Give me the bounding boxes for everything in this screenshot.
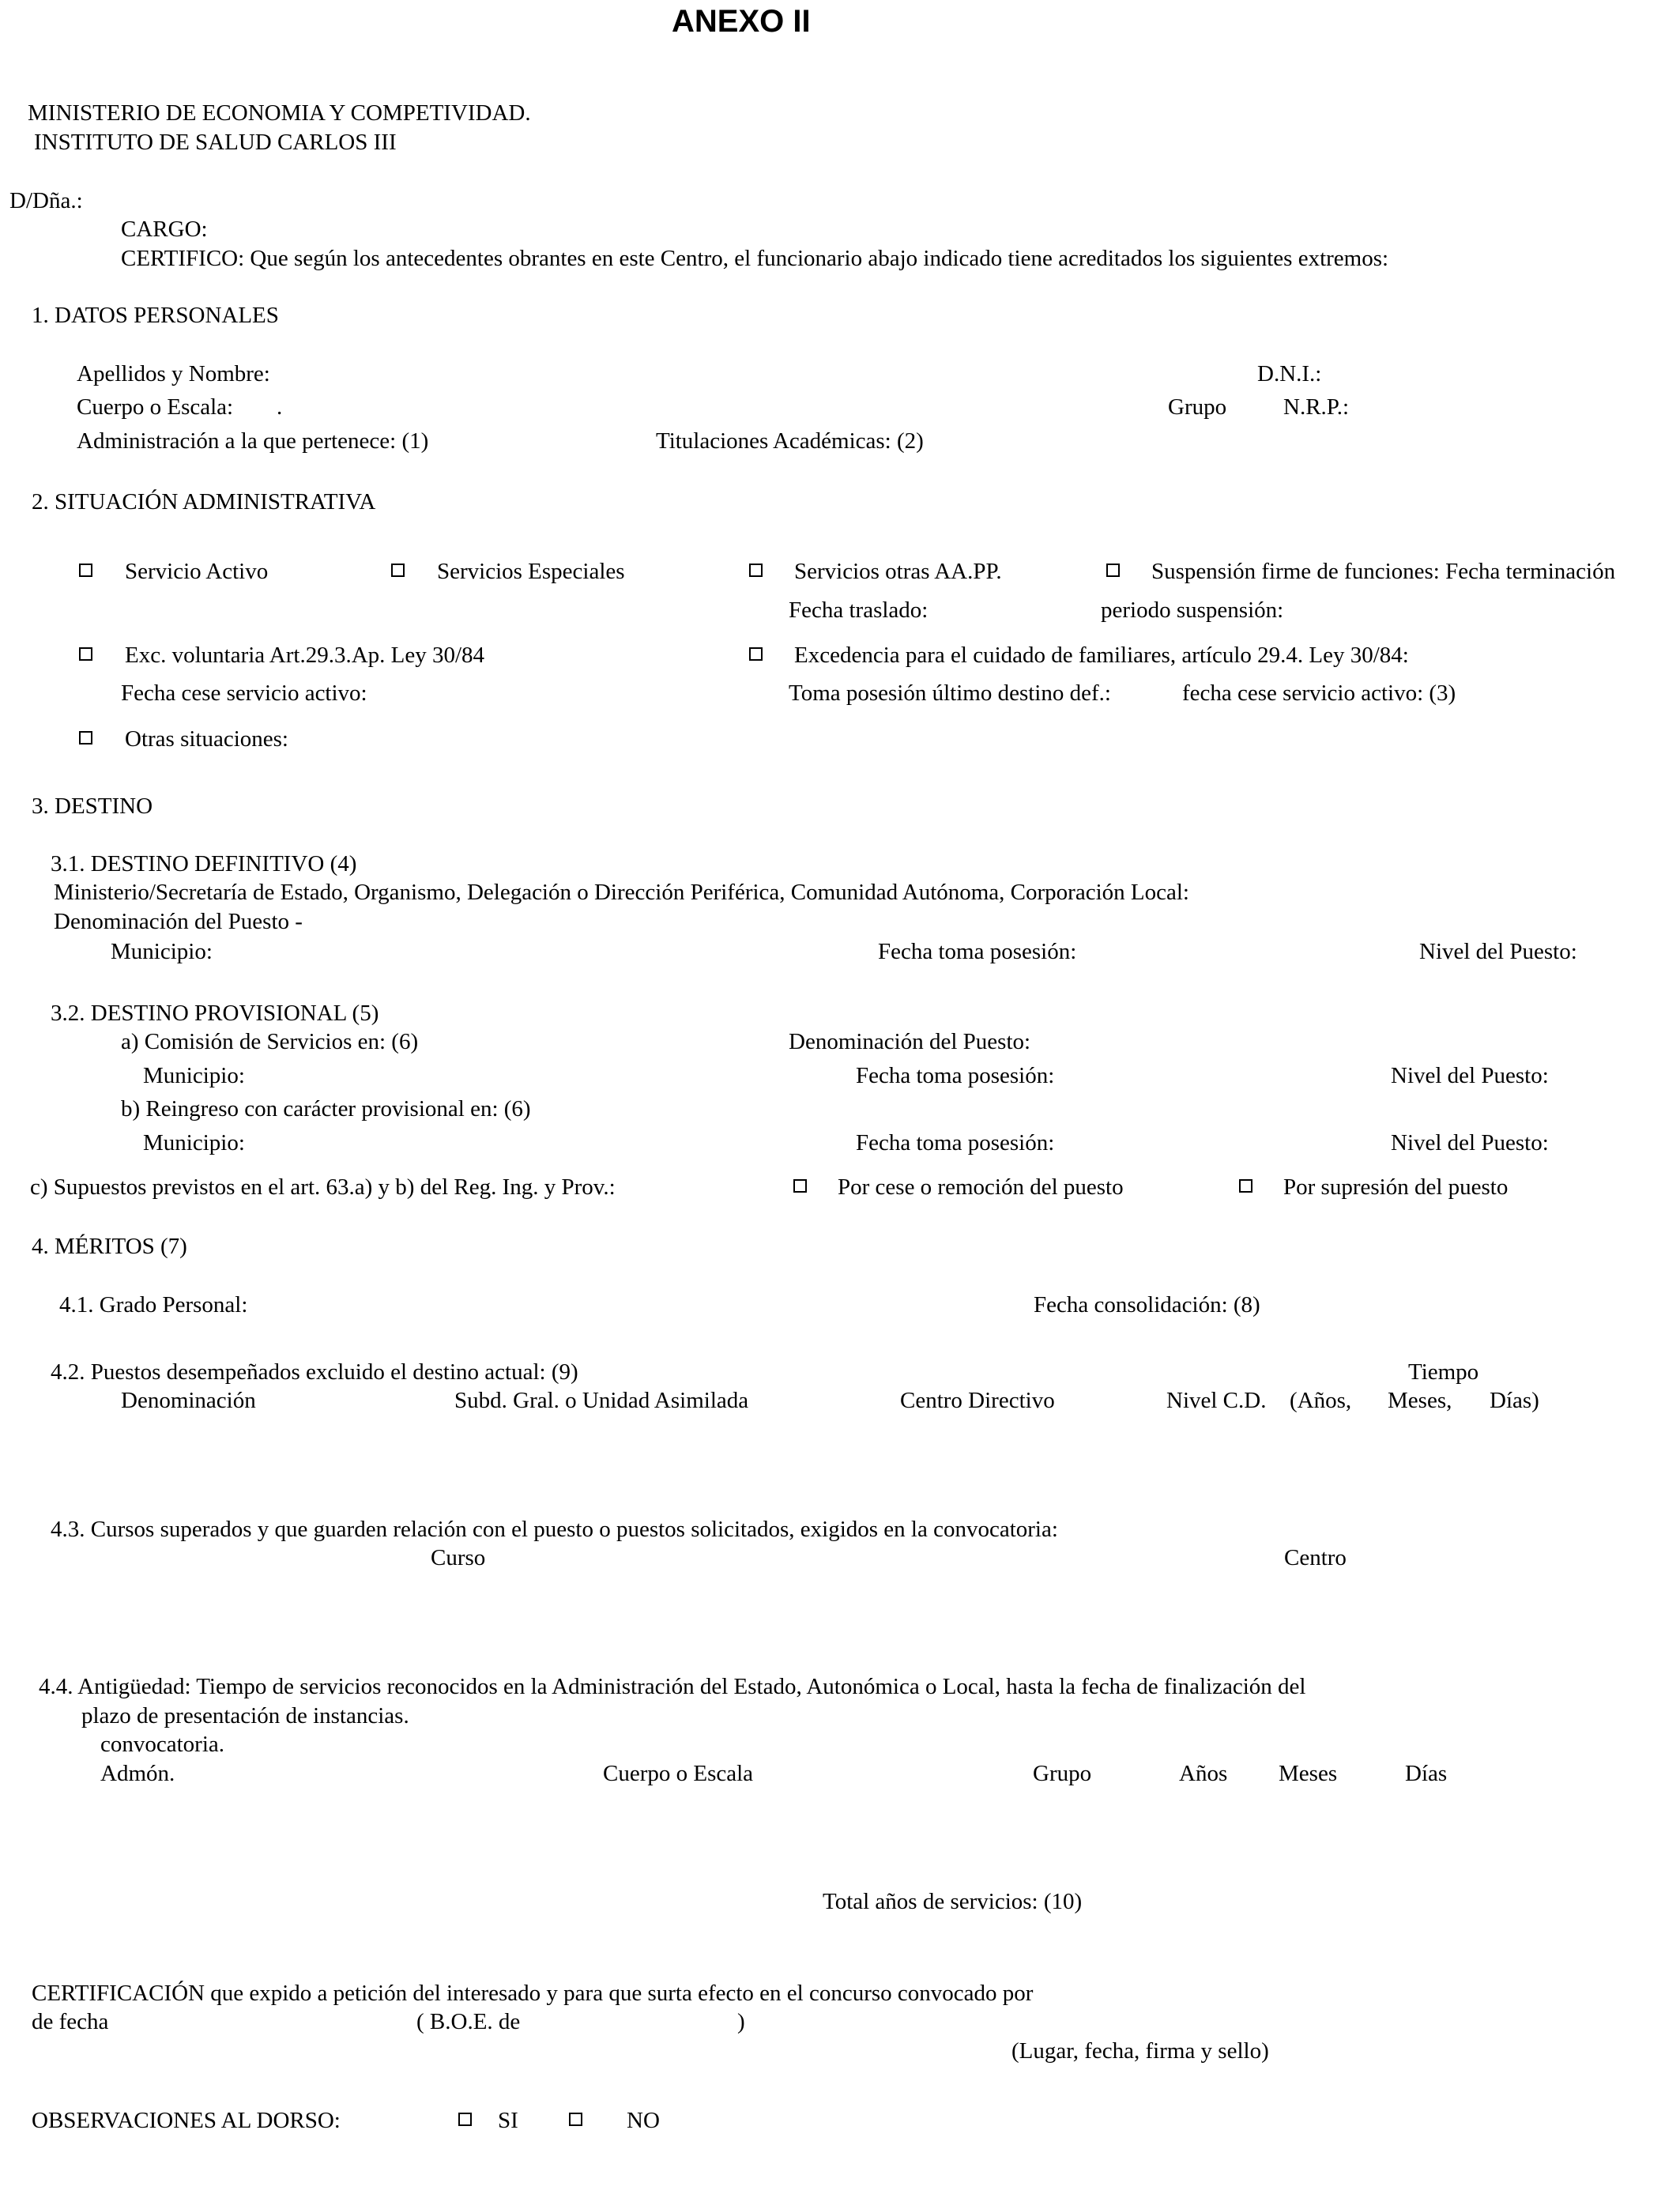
checkbox-otras-situaciones[interactable] (79, 731, 92, 745)
administracion-label: Administración a la que pertenece: (1) (77, 428, 429, 454)
col-subd-gral: Subd. Gral. o Unidad Asimilada (454, 1388, 749, 1413)
checkbox-servicio-activo[interactable] (79, 564, 92, 577)
denominacion-definitivo-label: Denominación del Puesto - (54, 909, 303, 934)
municipio-definitivo-label: Municipio: (111, 939, 213, 964)
boe-label: ( B.O.E. de (416, 2009, 521, 2034)
no-label: NO (627, 2108, 660, 2133)
col-dias-antiguedad: Días (1405, 1761, 1448, 1786)
col-grupo: Grupo (1033, 1761, 1092, 1786)
fecha-toma-definitivo-label: Fecha toma posesión: (878, 939, 1077, 964)
fecha-toma-comision-label: Fecha toma posesión: (856, 1063, 1055, 1088)
dona-label: D/Dña.: (9, 188, 83, 213)
col-dias: Días) (1490, 1388, 1539, 1413)
nivel-reingreso-label: Nivel del Puesto: (1391, 1130, 1549, 1155)
section-4-heading: 4. MÉRITOS (7) (32, 1234, 187, 1259)
destino-provisional-heading: 3.2. DESTINO PROVISIONAL (5) (51, 1001, 379, 1026)
checkbox-por-cese[interactable] (793, 1179, 807, 1193)
servicio-activo-label: Servicio Activo (125, 559, 269, 584)
nrp-label: N.R.P.: (1283, 394, 1350, 420)
tiempo-label: Tiempo (1408, 1359, 1479, 1385)
col-cuerpo-escala: Cuerpo o Escala (603, 1761, 754, 1786)
supuestos-label: c) Supuestos previstos en el art. 63.a) y b) del Reg. Ing. y Prov.: (30, 1174, 616, 1200)
suspension-label: Suspensión firme de funciones: Fecha terminación (1151, 559, 1616, 584)
denominacion-provisional-label: Denominación del Puesto: (789, 1029, 1031, 1054)
checkbox-observaciones-no[interactable] (569, 2113, 582, 2126)
checkbox-suspension[interactable] (1106, 564, 1120, 577)
section-3-heading: 3. DESTINO (32, 794, 153, 819)
col-anos-antiguedad: Años (1179, 1761, 1228, 1786)
fecha-consolidacion-label: Fecha consolidación: (8) (1034, 1292, 1260, 1318)
antiguedad-line-2: plazo de presentación de instancias. (81, 1703, 409, 1728)
toma-posesion-label: Toma posesión último destino def.: (789, 680, 1111, 706)
grado-personal-label: 4.1. Grado Personal: (59, 1292, 248, 1318)
certifico-text: CERTIFICO: Que según los antecedentes obrantes en este Centro, el funcionario abajo indicado tiene acreditados los siguientes extremos: (121, 246, 1389, 271)
ministerio-label: Ministerio/Secretaría de Estado, Organismo, Delegación o Dirección Periférica, Comunidad Autónoma, Corporación Local: (54, 880, 1189, 905)
section-2-heading: 2. SITUACIÓN ADMINISTRATIVA (32, 489, 376, 515)
si-label: SI (498, 2108, 518, 2133)
excedencia-label: Excedencia para el cuidado de familiares, artículo 29.4. Ley 30/84: (794, 643, 1409, 668)
checkbox-excedencia[interactable] (749, 647, 763, 661)
col-meses: Meses, (1388, 1388, 1452, 1413)
destino-definitivo-heading: 3.1. DESTINO DEFINITIVO (4) (51, 851, 357, 876)
checkbox-observaciones-si[interactable] (458, 2113, 472, 2126)
nivel-comision-label: Nivel del Puesto: (1391, 1063, 1549, 1088)
col-meses-antiguedad: Meses (1279, 1761, 1338, 1786)
municipio-reingreso-label: Municipio: (143, 1130, 245, 1155)
checkbox-exc-voluntaria[interactable] (79, 647, 92, 661)
de-fecha-label: de fecha (32, 2009, 109, 2034)
por-cese-label: Por cese o remoción del puesto (838, 1174, 1124, 1200)
col-anos: (Años, (1290, 1388, 1352, 1413)
checkbox-servicios-especiales[interactable] (391, 564, 405, 577)
periodo-suspension-label: periodo suspensión: (1101, 598, 1284, 623)
cargo-label: CARGO: (121, 217, 208, 242)
por-supresion-label: Por supresión del puesto (1283, 1174, 1509, 1200)
titulaciones-label: Titulaciones Académicas: (2) (656, 428, 924, 454)
col-admon: Admón. (100, 1761, 175, 1786)
convocatoria-label: convocatoria. (100, 1732, 225, 1757)
nivel-definitivo-label: Nivel del Puesto: (1419, 939, 1577, 964)
col-denominacion: Denominación (121, 1388, 256, 1413)
comision-label: a) Comisión de Servicios en: (6) (121, 1029, 419, 1054)
puestos-heading: 4.2. Puestos desempeñados excluido el destino actual: (9) (51, 1359, 578, 1385)
section-1-heading: 1. DATOS PERSONALES (32, 303, 279, 328)
col-centro-directivo: Centro Directivo (900, 1388, 1055, 1413)
total-anos-label: Total años de servicios: (10) (823, 1889, 1083, 1914)
institute-name: INSTITUTO DE SALUD CARLOS III (34, 130, 397, 155)
fecha-toma-reingreso-label: Fecha toma posesión: (856, 1130, 1055, 1155)
page-title: ANEXO II (672, 4, 811, 39)
apellidos-label: Apellidos y Nombre: (77, 361, 270, 386)
checkbox-servicios-otras[interactable] (749, 564, 763, 577)
reingreso-label: b) Reingreso con carácter provisional en: (6) (121, 1096, 531, 1122)
otras-situaciones-label: Otras situaciones: (125, 726, 288, 752)
checkbox-por-supresion[interactable] (1239, 1179, 1252, 1193)
fecha-cese-3-label: fecha cese servicio activo: (3) (1182, 680, 1456, 706)
col-curso: Curso (431, 1545, 486, 1570)
cuerpo-dot: . (277, 394, 283, 420)
col-centro: Centro (1284, 1545, 1347, 1570)
lugar-fecha-firma-label: (Lugar, fecha, firma y sello) (1011, 2038, 1269, 2064)
cursos-heading: 4.3. Cursos superados y que guarden relación con el puesto o puestos solicitados, exigidos en la convocatoria: (51, 1517, 1058, 1542)
col-nivel-cd: Nivel C.D. (1166, 1388, 1267, 1413)
observaciones-label: OBSERVACIONES AL DORSO: (32, 2108, 341, 2133)
fecha-traslado-label: Fecha traslado: (789, 598, 929, 623)
boe-close-paren: ) (737, 2009, 745, 2034)
certificacion-text: CERTIFICACIÓN que expido a petición del interesado y para que surta efecto en el concurso convocado por (32, 1981, 1034, 2006)
grupo-label: Grupo (1168, 394, 1227, 420)
fecha-cese-label: Fecha cese servicio activo: (121, 680, 367, 706)
servicios-especiales-label: Servicios Especiales (437, 559, 625, 584)
servicios-otras-label: Servicios otras AA.PP. (794, 559, 1002, 584)
antiguedad-heading: 4.4. Antigüedad: Tiempo de servicios reconocidos en la Administración del Estado, Autonómica o Local, hasta la fecha de finalización del (39, 1674, 1306, 1699)
dni-label: D.N.I.: (1257, 361, 1322, 386)
municipio-comision-label: Municipio: (143, 1063, 245, 1088)
exc-voluntaria-label: Exc. voluntaria Art.29.3.Ap. Ley 30/84 (125, 643, 485, 668)
cuerpo-label: Cuerpo o Escala: (77, 394, 234, 420)
ministry-name: MINISTERIO DE ECONOMIA Y COMPETIVIDAD. (28, 100, 531, 126)
